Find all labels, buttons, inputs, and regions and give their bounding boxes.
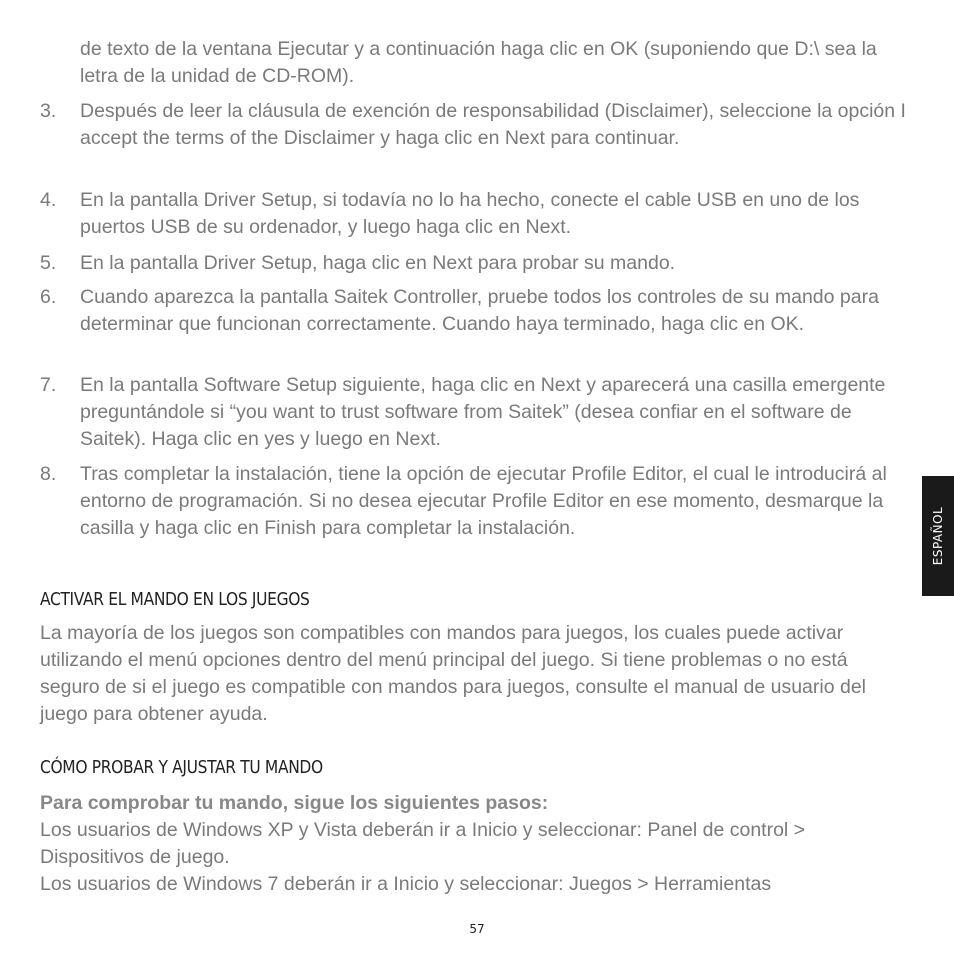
instruction-win7: Los usuarios de Windows 7 deberán ir a Inicio y seleccionar: Juegos > Herramientas <box>40 873 772 895</box>
step-number: 6. <box>40 286 57 308</box>
step-number: 5. <box>40 252 57 274</box>
section-paragraph: La mayoría de los juegos son compatibles con mandos para juegos, los cuales puede activar utilizando el menú opciones dentro del menú principal del juego. Si tiene problemas o no está seguro de si el juego es compatible con mandos para juegos, consulte el manual de usuario del juego para obtener ayuda. <box>40 622 867 725</box>
instruction-lead: Para comprobar tu mando, sigue los siguientes pasos: <box>40 792 549 814</box>
language-tab <box>922 476 954 596</box>
step-text: Tras completar la instalación, tiene la opción de ejecutar Profile Editor, el cual le introducirá al entorno de programación. Si no desea ejecutar Profile Editor en ese momento, desmarque la casilla y haga clic en Finish para completar la instalación. <box>80 463 887 539</box>
step-text: Cuando aparezca la pantalla Saitek Controller, pruebe todos los controles de su mando para determinar que funcionan correctamente. Cuando haya terminado, haga clic en OK. <box>80 286 879 335</box>
step-text: Después de leer la cláusula de exención de responsabilidad (Disclaimer), seleccione la opción I accept the terms of the Disclaimer y haga clic en Next para continuar. <box>80 100 906 149</box>
section-paragraph <box>40 790 910 898</box>
step-2-continuation: de texto de la ventana Ejecutar y a continuación haga clic en OK (suponiendo que D:\ sea la letra de la unidad de CD-ROM). <box>80 38 877 87</box>
step-number: 8. <box>40 463 57 485</box>
section-heading: ACTIVAR EL MANDO EN LOS JUEGOS <box>40 589 310 610</box>
step-text: En la pantalla Driver Setup, si todavía no lo ha hecho, conecte el cable USB en uno de los puertos USB de su ordenador, y luego haga clic en Next. <box>80 189 860 238</box>
step-text: En la pantalla Driver Setup, haga clic en Next para probar su mando. <box>80 252 676 274</box>
step-number: 4. <box>40 189 57 211</box>
step-number: 3. <box>40 100 57 122</box>
page-number: 57 <box>469 922 485 936</box>
step-number: 7. <box>40 374 57 396</box>
step-text: En la pantalla Software Setup siguiente, haga clic en Next y aparecerá una casilla emergente preguntándole si “you want to trust software from Saitek” (desea confiar en el software de Saitek). Haga clic en yes y luego en Next. <box>80 374 886 450</box>
language-tab-label: ESPAÑOL <box>931 506 945 566</box>
instruction-xp-vista: Los usuarios de Windows XP y Vista deberán ir a Inicio y seleccionar: Panel de control > Dispositivos de juego. <box>40 819 806 868</box>
section-heading: CÓMO PROBAR Y AJUSTAR TU MANDO <box>40 757 323 778</box>
